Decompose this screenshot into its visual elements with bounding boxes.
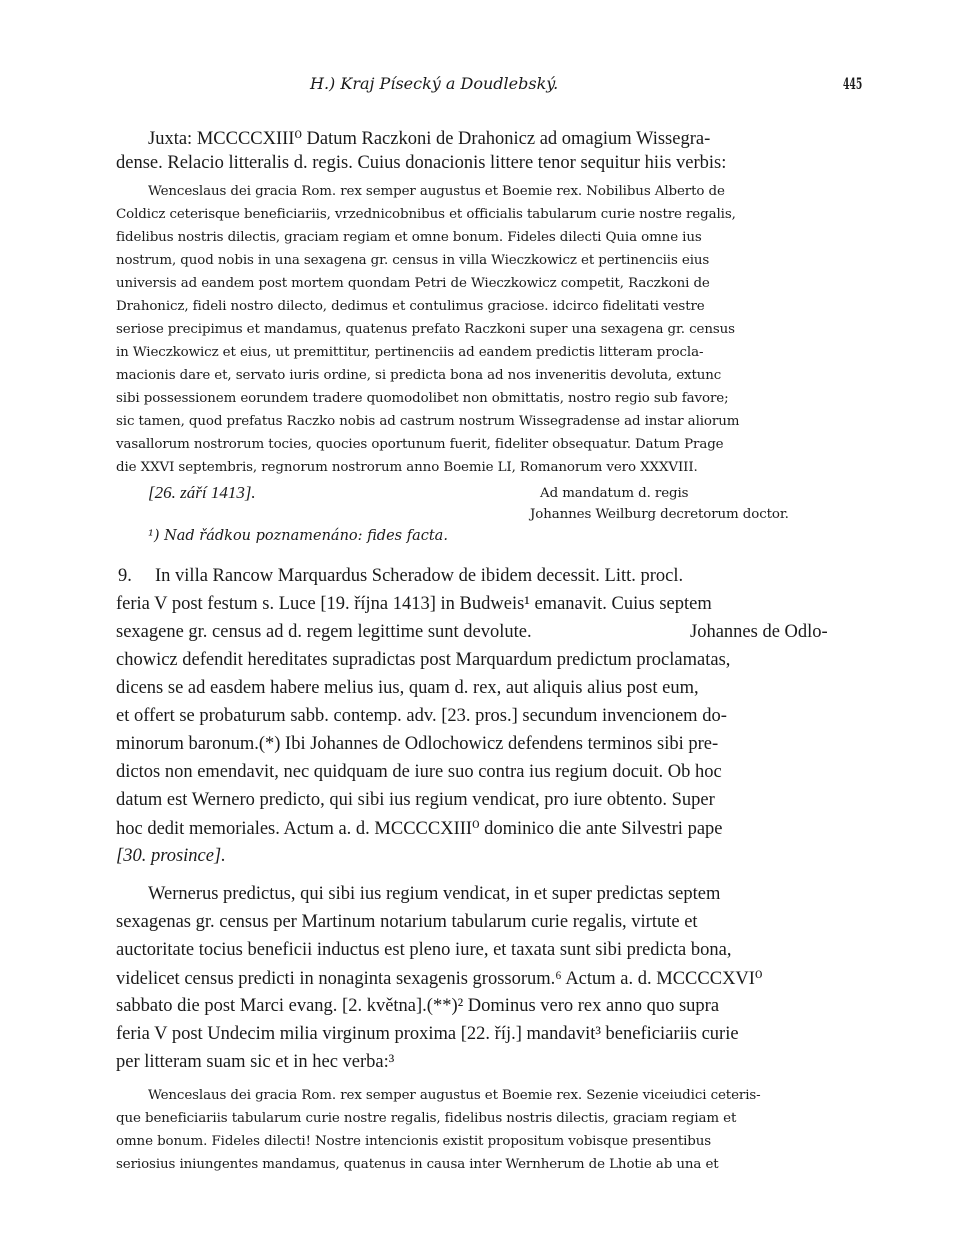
- entry9-line-9: datum est Wernero predicto, qui sibi ius regium vendicat, pro iure obtento. Super: [116, 790, 715, 810]
- para2-line-7: per litteram suam sic et in hec verba:³: [116, 1052, 395, 1072]
- entry8-intro-line-1: Juxta: MCCCCXIII⁰ Datum Raczkoni de Drahonicz ad omagium Wissegra-: [148, 129, 711, 149]
- mandate-line-1: Ad mandatum d. regis: [540, 486, 689, 501]
- entry9-line-6: et offert se probaturum sabb. contemp. adv. [23. pros.] secundum invencionem do-: [116, 706, 727, 726]
- entry9-line-3: sexagene gr. census ad d. regem legittime sunt devolute.: [116, 622, 532, 642]
- para2-line-2: sexagenas gr. census per Martinum notarium tabularum curie regalis, virtute et: [116, 912, 698, 932]
- entry9-number: 9.: [118, 566, 132, 586]
- entry9-line-4: chowicz defendit hereditates supradictas post Marquardum predictum proclamatas,: [116, 650, 731, 670]
- entry9-line-2: feria V post festum s. Luce [19. října 1413] in Budweis¹ emanavit. Cuius septem: [116, 594, 712, 614]
- charter2-line-4: seriosius iniungentes mandamus, quatenus in causa inter Wernherum de Lhotie ab una et: [116, 1157, 719, 1172]
- running-header-title: H.) Kraj Písecký a Doudlebský.: [310, 74, 559, 93]
- charter-line-9: macionis dare et, servato iuris ordine, si predicta bona ad nos inveneritis devoluta, extunc: [116, 368, 722, 383]
- mandate-line-2: Johannes Weilburg decretorum doctor.: [530, 507, 789, 522]
- entry9-line-3-right: Johannes de Odlo-: [690, 622, 828, 642]
- charter-line-13: die XXVI septembris, regnorum nostrorum anno Boemie LI, Romanorum vero XXXVIII.: [116, 460, 698, 475]
- charter2-line-2: que beneficiariis tabularum curie nostre regalis, fidelibus nostris dilectis, graciam regiam et: [116, 1111, 737, 1126]
- entry9-line-11: [30. prosince].: [116, 846, 226, 866]
- charter-line-8: in Wieczkowicz et eius, ut premittitur, pertinenciis ad eandem predictis litteram procla-: [116, 345, 704, 360]
- entry9-line-7: minorum baronum.(*) Ibi Johannes de Odlochowicz defendens terminos sibi pre-: [116, 734, 719, 754]
- entry9-line-1: In villa Rancow Marquardus Scheradow de ibidem decessit. Litt. procl.: [155, 566, 684, 586]
- entry9-line-8: dictos non emendavit, nec quidquam de iure suo contra ius regium docuit. Ob hoc: [116, 762, 722, 782]
- entry8-date-note: [26. září 1413].: [148, 483, 256, 502]
- entry8-intro-line-2: dense. Relacio litteralis d. regis. Cuius donacionis littere tenor sequitur hiis verbis:: [116, 153, 727, 173]
- para2-line-4: videlicet census predicti in nonaginta sexagenis grossorum.⁶ Actum a. d. MCCCCXVI⁰: [116, 969, 763, 989]
- charter-line-5: universis ad eandem post mortem quondam Petri de Wieczkowicz competit, Raczkoni de: [116, 276, 710, 291]
- charter-line-2: Coldicz ceterisque beneficiariis, vrzednicobnibus et officialis tabularum curie nostre regalis,: [116, 207, 736, 222]
- charter-line-10: sibi possessionem eorundem tradere quomodolibet non obmittatis, nostro regio sub favore;: [116, 391, 729, 406]
- para2-line-1: Wernerus predictus, qui sibi ius regium vendicat, in et super predictas septem: [148, 884, 721, 904]
- page-number: 445: [843, 74, 863, 93]
- charter-line-7: seriose precipimus et mandamus, quatenus prefato Raczkoni super una sexagena gr. census: [116, 322, 735, 337]
- charter-line-11: sic tamen, quod prefatus Raczko nobis ad castrum nostrum Wissegradense ad instar aliorum: [116, 414, 740, 429]
- charter-line-1: Wenceslaus dei gracia Rom. rex semper augustus et Boemie rex. Nobilibus Alberto de: [148, 184, 725, 199]
- para2-line-5: sabbato die post Marci evang. [2. května].(**)² Dominus vero rex anno quo supra: [116, 996, 720, 1016]
- charter-line-4: nostrum, quod nobis in una sexagena gr. census in villa Wieczkowicz et pertinenciis eius: [116, 253, 710, 268]
- footnote-1: ¹) Nad řádkou poznamenáno: fides facta.: [148, 528, 448, 544]
- charter-line-3: fidelibus nostris dilectis, graciam regiam et omne bonum. Fideles dilecti Quia omne ius: [116, 230, 702, 245]
- charter2-line-1: Wenceslaus dei gracia Rom. rex semper augustus et Boemie rex. Sezenie viceiudici ceteris-: [148, 1088, 761, 1103]
- para2-line-3: auctoritate tocius beneficii inductus est pleno iure, et taxata sunt sibi predicta bona,: [116, 940, 732, 960]
- para2-line-6: feria V post Undecim milia virginum proxima [22. říj.] mandavit³ beneficiariis curie: [116, 1024, 739, 1044]
- charter2-line-3: omne bonum. Fideles dilecti! Nostre intencionis existit propositum vobisque presentibus: [116, 1134, 712, 1149]
- charter-line-12: vasallorum nostrorum tocies, quocies oportunum fuerit, fideliter obsequatur. Datum Prage: [116, 437, 724, 452]
- charter-line-6: Drahonicz, fideli nostro dilecto, dedimus et contulimus graciose. idcirco fidelitati vestre: [116, 299, 705, 314]
- entry9-line-5: dicens se ad easdem habere melius ius, quam d. rex, aut aliquis alius post eum,: [116, 678, 699, 698]
- entry9-line-10: hoc dedit memoriales. Actum a. d. MCCCCXIII⁰ dominico die ante Silvestri pape: [116, 819, 723, 839]
